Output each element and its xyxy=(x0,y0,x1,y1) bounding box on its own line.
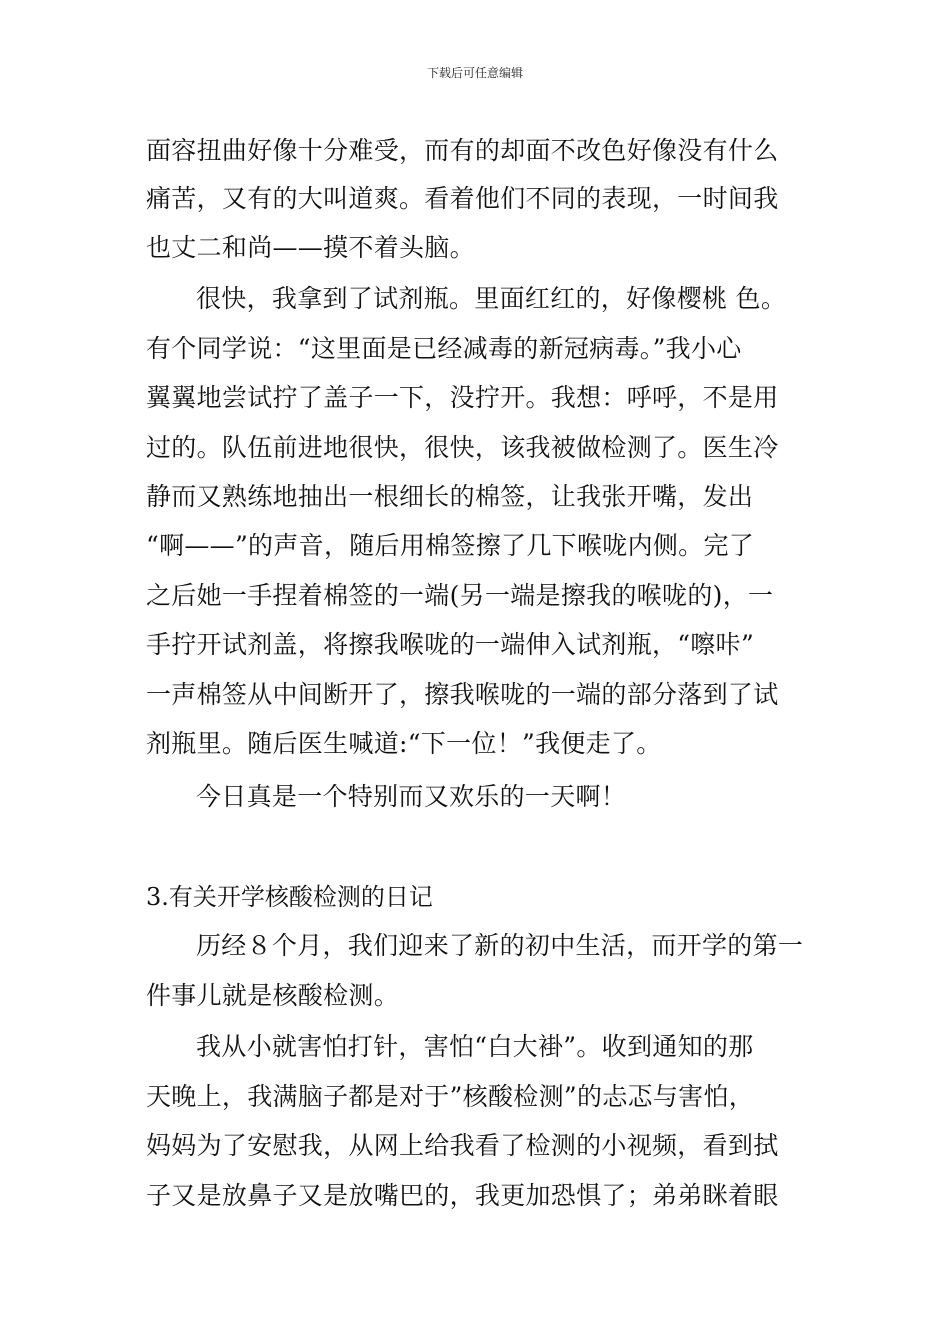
text-line: 天晚上，我满脑子都是对于”核酸检测”的忐忑与害怕， xyxy=(146,1082,755,1111)
text-line: 手拧开试剂盖，将擦我喉咙的一端伸入试剂瓶，“嚓咔” xyxy=(146,630,755,659)
text-line: 面容扭曲好像十分难受，而有的却面不改色好像没有什么 xyxy=(146,136,779,165)
text-line: 过的。队伍前进地很快，很快，该我被做检测了。医生冷 xyxy=(146,433,779,462)
text-line: 我从小就害怕打针，害怕“白大褂”。收到通知的那 xyxy=(196,1032,754,1061)
text-line: 很快，我拿到了试剂瓶。里面红红的，好像樱桃 色。 xyxy=(196,284,787,313)
text-line: 子又是放鼻子又是放嘴巴的，我更加恐惧了；弟弟眯着眼 xyxy=(146,1181,779,1210)
text-line: 静而又熟练地抽出一根细长的棉签，让我张开嘴，发出 xyxy=(146,482,754,511)
text-line: 也丈二和尚——摸不着头脑。 xyxy=(146,233,475,262)
text-line: 历经８个月，我们迎来了新的初中生活，而开学的第一 xyxy=(196,931,804,960)
text-line: 痛苦，又有的大叫道爽。看着他们不同的表现，一时间我 xyxy=(146,184,779,213)
text-line: “啊——”的声音，随后用棉签擦了几下喉咙内侧。完了 xyxy=(146,531,755,560)
text-line: 之后她一手捏着棉签的一端(另一端是擦我的喉咙的)，一 xyxy=(146,581,774,610)
text-line: 剂瓶里。随后医生喊道:“下一位！”我便走了。 xyxy=(146,729,662,758)
page-header: 下载后可任意编辑 xyxy=(426,66,523,80)
text-line: 件事儿就是核酸检测。 xyxy=(146,981,400,1010)
text-line: 翼翼地尝试拧了盖子一下，没拧开。我想：呼呼，不是用 xyxy=(146,383,779,412)
text-line: 一声棉签从中间断开了，擦我喉咙的一端的部分落到了试 xyxy=(146,680,779,709)
text-line: 有个同学说：“这里面是已经减毒的新冠病毒。”我小心 xyxy=(146,334,742,363)
text-line: 妈妈为了安慰我，从网上给我看了检测的小视频，看到拭 xyxy=(146,1131,779,1160)
section-heading: 3.有关开学核酸检测的日记 xyxy=(146,883,433,911)
text-line: 今日真是一个特别而又欢乐的一天啊！ xyxy=(196,782,627,811)
